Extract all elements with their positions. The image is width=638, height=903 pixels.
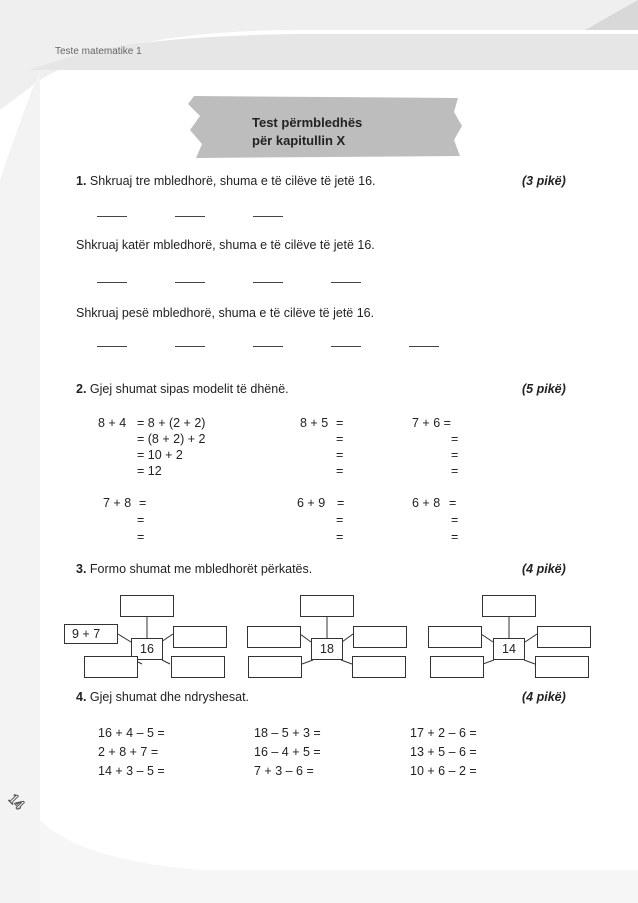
task1-prompt3: Shkruaj pesë mbledhorë, shuma e të cilëve të jetë 16.: [76, 306, 375, 320]
equals-sign: =: [451, 448, 459, 462]
addend-box[interactable]: [537, 626, 591, 648]
task1-prompt2: Shkruaj katër mbledhorë, shuma e të cilëve të jetë 16.: [76, 238, 375, 252]
addend-box[interactable]: [430, 656, 484, 678]
example-expression: 9 + 7: [72, 627, 101, 641]
equals-sign: =: [336, 416, 344, 430]
task3-points: (4 pikë): [522, 562, 566, 576]
equals-sign: =: [336, 448, 344, 462]
expression: 7 + 3 – 6 =: [254, 764, 314, 778]
task4-points: (4 pikë): [522, 690, 566, 704]
equals-sign: =: [139, 496, 147, 510]
addend-box[interactable]: [173, 626, 227, 648]
banner-title-line2: për kapitullin X: [252, 133, 346, 148]
equals-sign: =: [449, 496, 457, 510]
task4-number: 4.: [76, 690, 87, 704]
expression: 2 + 8 + 7 =: [98, 745, 159, 759]
expression: 14 + 3 – 5 =: [98, 764, 165, 778]
exercise-expression: 7 + 6 =: [412, 416, 451, 430]
task2-points: (5 pikë): [522, 382, 566, 396]
equals-sign: =: [451, 432, 459, 446]
sum-center: 16: [131, 638, 163, 660]
equals-sign: =: [336, 530, 344, 544]
addend-box[interactable]: [84, 656, 138, 678]
task1-prompt1: Shkruaj tre mbledhorë, shuma e të cilëve të jetë 16.: [89, 174, 376, 188]
model-step: = 8 + (2 + 2): [137, 416, 206, 430]
addend-box[interactable]: [248, 656, 302, 678]
addend-box[interactable]: [171, 656, 225, 678]
exercise-expression: 6 + 9: [297, 496, 326, 510]
model-step: = 12: [137, 464, 162, 478]
task4-heading: [76, 690, 249, 704]
equals-sign: =: [451, 530, 459, 544]
addend-box[interactable]: [352, 656, 406, 678]
equals-sign: =: [137, 513, 145, 527]
expression: 13 + 5 – 6 =: [410, 745, 477, 759]
task2-number: 2.: [76, 382, 87, 396]
equals-sign: =: [451, 513, 459, 527]
model-expression: 8 + 4: [98, 416, 127, 430]
task1-points: (3 pikë): [522, 174, 566, 188]
addend-box[interactable]: [120, 595, 174, 617]
addend-box-example: [64, 624, 118, 644]
equals-sign: =: [451, 464, 459, 478]
expression: 10 + 6 – 2 =: [410, 764, 477, 778]
equals-sign: =: [337, 496, 345, 510]
expression: 16 + 4 – 5 =: [98, 726, 165, 740]
addend-box[interactable]: [428, 626, 482, 648]
task1-number: 1.: [76, 174, 87, 188]
model-step: = 10 + 2: [137, 448, 183, 462]
exercise-expression: 8 + 5: [300, 416, 329, 430]
addend-box[interactable]: [353, 626, 407, 648]
equals-sign: =: [137, 530, 145, 544]
banner-title-line1: Test përmbledhës: [252, 115, 363, 130]
expression: 16 – 4 + 5 =: [254, 745, 321, 759]
model-step: = (8 + 2) + 2: [137, 432, 206, 446]
exercise-expression: 7 + 8: [103, 496, 132, 510]
expression: 17 + 2 – 6 =: [410, 726, 477, 740]
exercise-expression: 6 + 8: [412, 496, 441, 510]
addend-box[interactable]: [247, 626, 301, 648]
task2-prompt: Gjej shumat sipas modelit të dhënë.: [89, 382, 289, 396]
task3-prompt: Formo shumat me mbledhorët përkatës.: [89, 562, 313, 576]
expression: 18 – 5 + 3 =: [254, 726, 321, 740]
addend-box[interactable]: [482, 595, 536, 617]
task4-prompt: Gjej shumat dhe ndryshesat.: [89, 690, 250, 704]
task3-number: 3.: [76, 562, 87, 576]
equals-sign: =: [336, 513, 344, 527]
sum-center: 18: [311, 638, 343, 660]
addend-box[interactable]: [535, 656, 589, 678]
page-number: 14: [4, 791, 27, 814]
sum-center: 14: [493, 638, 525, 660]
equals-sign: =: [336, 464, 344, 478]
addend-box[interactable]: [300, 595, 354, 617]
running-title: Teste matematike 1: [55, 46, 142, 57]
equals-sign: =: [336, 432, 344, 446]
